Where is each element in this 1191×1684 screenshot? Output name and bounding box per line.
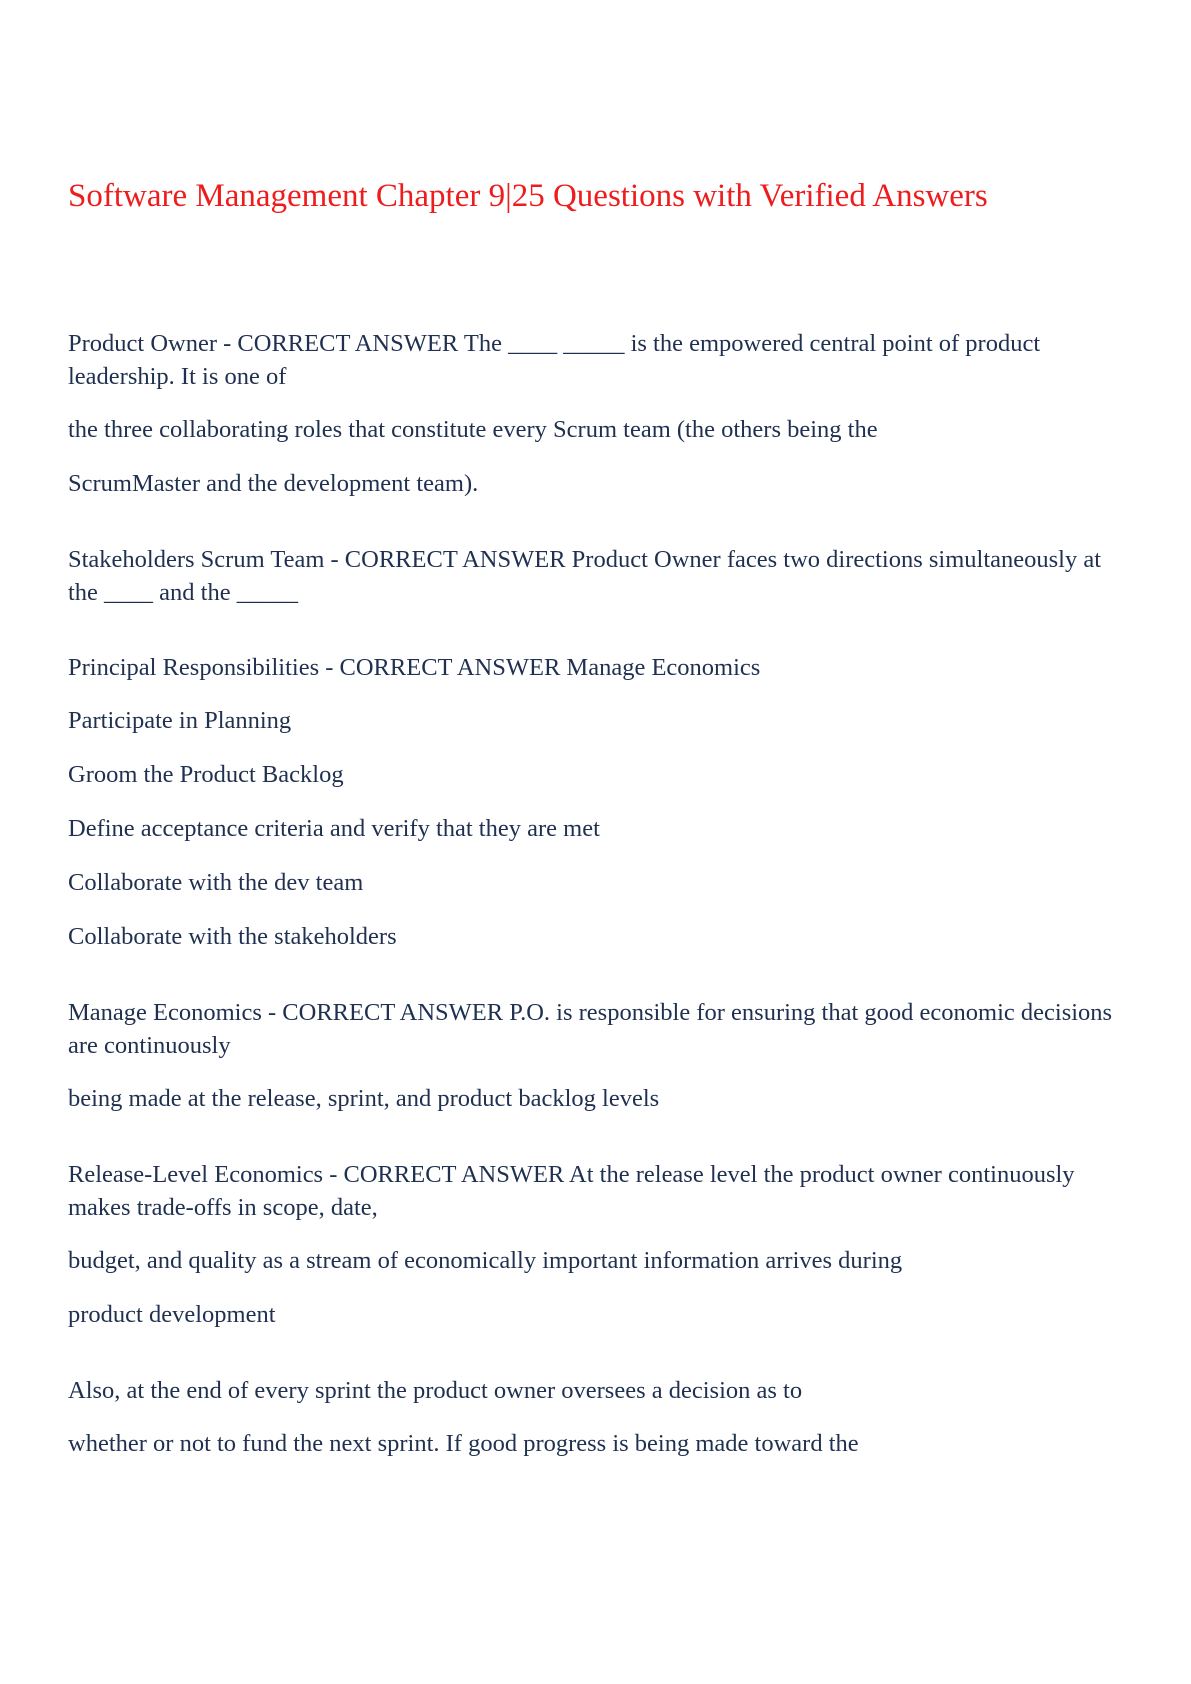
entry-line: product development xyxy=(68,1301,276,1328)
entry-line: whether or not to fund the next sprint. If good progress is being made toward the xyxy=(68,1430,859,1457)
entry-line: Participate in Planning xyxy=(68,707,292,734)
qa-entry-sprint-funding xyxy=(68,1374,1128,1461)
document-body xyxy=(68,327,1128,1503)
entry-line: being made at the release, sprint, and product backlog levels xyxy=(68,1085,660,1112)
entry-line: Collaborate with the dev team xyxy=(68,869,364,896)
document-title: Software Management Chapter 9|25 Questions with Verified Answers xyxy=(68,178,988,214)
entry-heading: Principal Responsibilities - CORRECT ANSWER Manage Economics xyxy=(68,654,761,681)
entry-heading: Also, at the end of every sprint the product owner oversees a decision as to xyxy=(68,1377,803,1404)
entry-line: Define acceptance criteria and verify that they are met xyxy=(68,815,600,842)
entry-line: Groom the Product Backlog xyxy=(68,761,344,788)
entry-heading: Stakeholders Scrum Team - CORRECT ANSWER Product Owner faces two directions simultaneously at the ____ and the _____ xyxy=(68,546,1102,606)
entry-line: ScrumMaster and the development team). xyxy=(68,470,479,497)
qa-entry-stakeholders-scrum-team xyxy=(68,543,1128,609)
entry-heading: Release-Level Economics - CORRECT ANSWER At the release level the product owner continuously makes trade-offs in scope, date, xyxy=(68,1161,1075,1221)
entry-heading: Product Owner - CORRECT ANSWER The ____ _____ is the empowered central point of product leadership. It is one of xyxy=(68,330,1041,390)
entry-line: Collaborate with the stakeholders xyxy=(68,923,397,950)
entry-line: the three collaborating roles that constitute every Scrum team (the others being the xyxy=(68,416,878,443)
qa-entry-product-owner xyxy=(68,327,1128,501)
entry-heading: Manage Economics - CORRECT ANSWER P.O. is responsible for ensuring that good economic decisions are continuously xyxy=(68,999,1113,1059)
qa-entry-principal-responsibilities xyxy=(68,651,1128,954)
qa-entry-release-level-economics xyxy=(68,1158,1128,1332)
entry-line: budget, and quality as a stream of economically important information arrives during xyxy=(68,1247,903,1274)
qa-entry-manage-economics xyxy=(68,996,1128,1116)
